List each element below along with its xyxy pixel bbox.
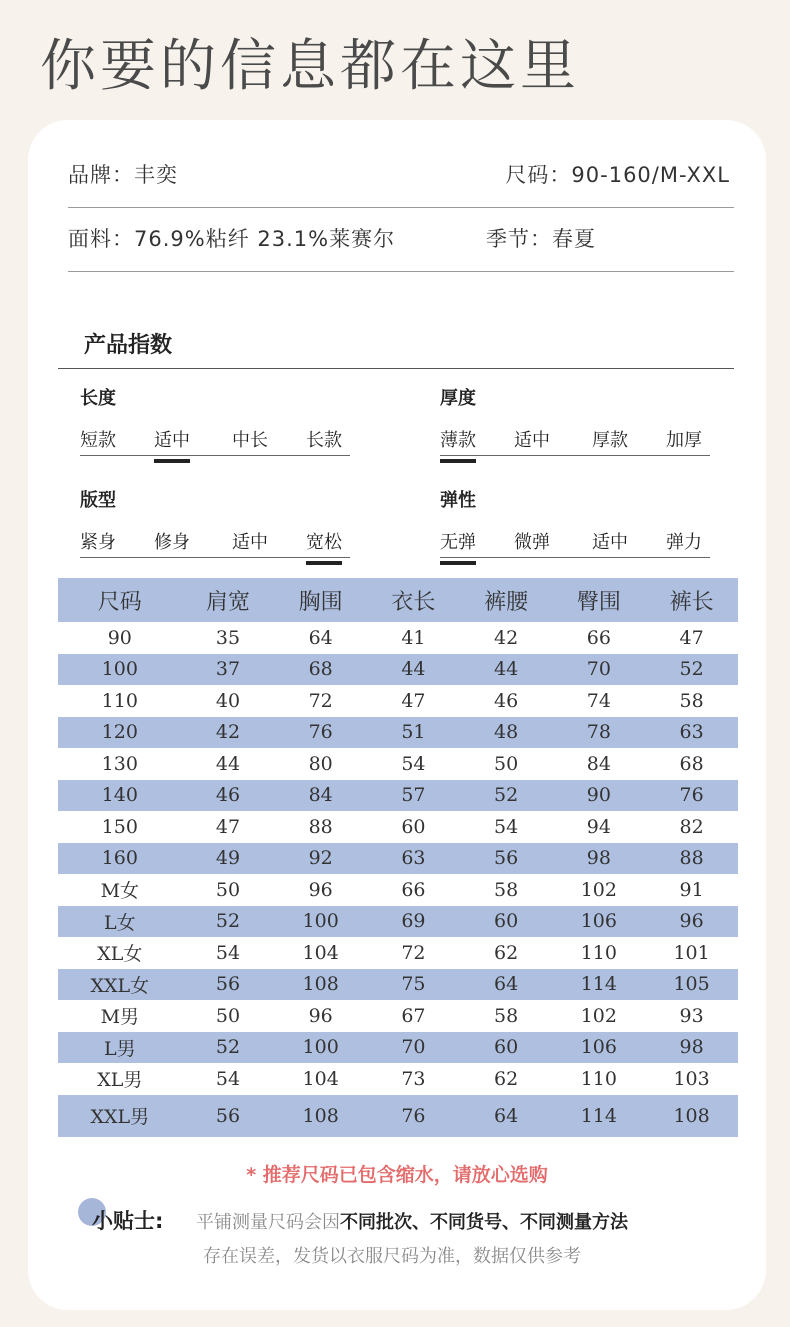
table-header-length: 衣长 [367,578,460,622]
table-cell: 104 [302,1067,339,1090]
table-cell: 92 [274,843,367,875]
info-row-brand-size [68,142,734,208]
table-row [58,906,738,938]
info-row-fabric-season [68,208,734,272]
table-row [58,1095,738,1137]
thickness-scale [440,384,710,456]
table-cell: 88 [308,815,333,838]
table-cell: 84 [586,752,611,775]
table-cell: 108 [274,1095,367,1137]
table-cell: 44 [367,654,460,686]
table-cell: 114 [552,1095,645,1137]
elasticity-scale [440,486,710,558]
table-cell: 66 [401,878,426,901]
table-cell: 105 [645,969,738,1001]
table-cell: 93 [679,1004,704,1027]
table-row [58,685,738,717]
length-option-medium-selected: 适中 [154,426,190,452]
table-cell: 68 [274,654,367,686]
elasticity-label: 弹性 [440,490,476,511]
thickness-options [440,422,710,456]
table-cell: 70 [552,654,645,686]
table-cell: 63 [367,843,460,875]
table-cell: 106 [552,1032,645,1064]
table-cell: L男 [58,1032,182,1064]
table-row [58,748,738,780]
table-row [58,622,738,654]
table-cell: 46 [182,780,275,812]
table-cell: 110 [101,689,138,712]
table-cell: 57 [367,780,460,812]
brand-text: 品牌：丰奕 [68,163,178,187]
table-row [58,654,738,686]
table-row [58,969,738,1001]
length-option-short: 短款 [80,430,116,451]
fit-options [80,524,350,558]
table-header-waist: 裤腰 [460,578,553,622]
table-cell: 75 [367,969,460,1001]
table-row [58,1000,738,1032]
table-row [58,717,738,749]
tips-line-1-light: 平铺测量尺码会因 [196,1212,340,1233]
table-row [58,1063,738,1095]
thickness-label: 厚度 [440,388,476,409]
table-cell: 58 [494,878,519,901]
elasticity-option-stretch: 弹力 [666,532,702,553]
table-cell: 62 [494,941,519,964]
elasticity-options [440,524,710,558]
table-cell: 56 [460,843,553,875]
table-cell: 94 [586,815,611,838]
table-cell: XXL女 [58,969,182,1001]
table-cell: 44 [460,654,553,686]
table-cell: 62 [494,1067,519,1090]
table-cell: 80 [308,752,333,775]
table-header-hip: 臀围 [552,578,645,622]
size-range-text: 尺码：90-160/M-XXL [505,163,730,187]
table-cell: 64 [460,1095,553,1137]
table-cell: 67 [401,1004,426,1027]
elasticity-option-medium: 适中 [592,532,628,553]
table-cell: 60 [460,1032,553,1064]
table-cell: 46 [494,689,519,712]
table-cell: 54 [401,752,426,775]
table-cell: 35 [215,626,241,649]
table-cell: XXL男 [58,1095,182,1137]
table-cell: 56 [182,969,275,1001]
fit-option-slim: 修身 [154,532,190,553]
table-cell: 52 [460,780,553,812]
table-cell: 63 [645,717,738,749]
table-cell: 50 [215,878,241,901]
thickness-option-thin-selected: 薄款 [440,426,476,452]
table-cell: 47 [215,815,241,838]
length-scale [80,384,350,456]
table-cell: 96 [308,1004,333,1027]
table-cell: 98 [645,1032,738,1064]
table-cell: 72 [401,941,426,964]
page-title: 你要的信息都在这里 [40,34,580,99]
table-cell: 64 [460,969,553,1001]
table-cell: 76 [367,1095,460,1137]
table-cell: 76 [645,780,738,812]
table-cell: 52 [182,906,275,938]
table-cell: 69 [367,906,460,938]
tips-label: 小贴士: [92,1209,164,1233]
table-cell: 60 [401,815,426,838]
table-cell: 64 [308,626,333,649]
table-cell: 130 [101,752,138,775]
table-cell: 41 [401,626,426,649]
info-card [28,120,766,1310]
length-option-long: 长款 [306,430,342,451]
table-cell: 88 [645,843,738,875]
table-row [58,937,738,969]
tips-line-2: 存在误差，发货以衣服尺码为准，数据仅供参考 [203,1246,581,1267]
table-cell: 160 [58,843,182,875]
table-cell: M男 [100,1006,140,1029]
table-cell: 58 [494,1004,519,1027]
table-cell: 72 [308,689,333,712]
size-table [58,578,738,1137]
thickness-option-thick: 厚款 [592,430,628,451]
table-cell: 50 [215,1004,241,1027]
table-cell: 44 [215,752,241,775]
table-cell: 106 [552,906,645,938]
table-cell: 54 [494,815,519,838]
table-cell: 42 [494,626,519,649]
table-cell: 54 [215,941,241,964]
table-header-pants-length: 裤长 [645,578,738,622]
table-row [58,811,738,843]
table-cell: 58 [679,689,704,712]
table-cell: 90 [107,626,132,649]
table-cell: 54 [215,1067,241,1090]
table-cell: 51 [367,717,460,749]
recommend-note: * 推荐尺码已包含缩水，请放心选购 [246,1164,548,1186]
table-cell: 100 [58,654,182,686]
table-cell: 150 [101,815,138,838]
table-cell: 120 [58,717,182,749]
table-cell: 114 [552,969,645,1001]
fit-label: 版型 [80,490,116,511]
table-cell: XL女 [97,943,143,966]
tips-line-1-strong: 不同批次、不同货号、不同测量方法 [340,1212,628,1233]
table-cell: 98 [552,843,645,875]
table-cell: 110 [580,1067,617,1090]
table-cell: 108 [645,1095,738,1137]
table-row [58,874,738,906]
table-cell: 90 [552,780,645,812]
fabric-text: 面料：76.9%粘纤 23.1%莱赛尔 [68,227,396,251]
table-cell: 73 [401,1067,426,1090]
table-cell: 96 [645,906,738,938]
table-cell: 47 [401,689,426,712]
table-cell: 102 [580,1004,617,1027]
table-cell: 42 [182,717,275,749]
thickness-option-medium: 适中 [514,430,550,451]
table-cell: 101 [673,941,710,964]
table-cell: 140 [58,780,182,812]
table-cell: 52 [645,654,738,686]
table-header-size: 尺码 [58,578,182,622]
table-cell: 49 [182,843,275,875]
table-cell: 76 [274,717,367,749]
fit-option-tight: 紧身 [80,532,116,553]
table-header-chest: 胸围 [274,578,367,622]
elasticity-option-none-selected: 无弹 [440,528,476,554]
thickness-option-extra-thick: 加厚 [666,430,702,451]
table-cell: 50 [494,752,519,775]
table-cell: 91 [679,878,704,901]
table-cell: 37 [182,654,275,686]
table-cell: 68 [679,752,704,775]
fit-scale [80,486,350,558]
tips-line-1 [196,1208,628,1234]
table-row [58,843,738,875]
table-cell: 47 [679,626,704,649]
table-cell: 96 [308,878,333,901]
table-cell: 103 [673,1067,710,1090]
length-label: 长度 [80,388,116,409]
table-header-shoulder: 肩宽 [182,578,275,622]
table-cell: 104 [302,941,339,964]
table-cell: L女 [58,906,182,938]
season-text: 季节：春夏 [486,227,596,251]
fit-option-loose-selected: 宽松 [306,528,342,554]
fit-option-regular: 适中 [232,532,268,553]
table-cell: 108 [274,969,367,1001]
table-cell: 78 [552,717,645,749]
table-header-row [58,578,738,622]
table-cell: 52 [182,1032,275,1064]
section-divider [58,368,734,369]
elasticity-option-slight: 微弹 [514,532,550,553]
table-cell: 100 [274,1032,367,1064]
table-cell: 82 [679,815,704,838]
table-cell: XL男 [97,1069,143,1092]
table-cell: 102 [580,878,617,901]
table-cell: M女 [100,880,140,903]
table-cell: 74 [586,689,611,712]
table-cell: 100 [274,906,367,938]
table-cell: 110 [580,941,617,964]
table-cell: 56 [182,1095,275,1137]
table-cell: 66 [586,626,611,649]
table-row [58,1032,738,1064]
product-index-title: 产品指数 [84,333,173,358]
table-cell: 70 [367,1032,460,1064]
table-cell: 48 [460,717,553,749]
table-cell: 84 [274,780,367,812]
length-options [80,422,350,456]
table-cell: 40 [215,689,241,712]
length-option-mid-long: 中长 [232,430,268,451]
table-cell: 60 [460,906,553,938]
table-row [58,780,738,812]
